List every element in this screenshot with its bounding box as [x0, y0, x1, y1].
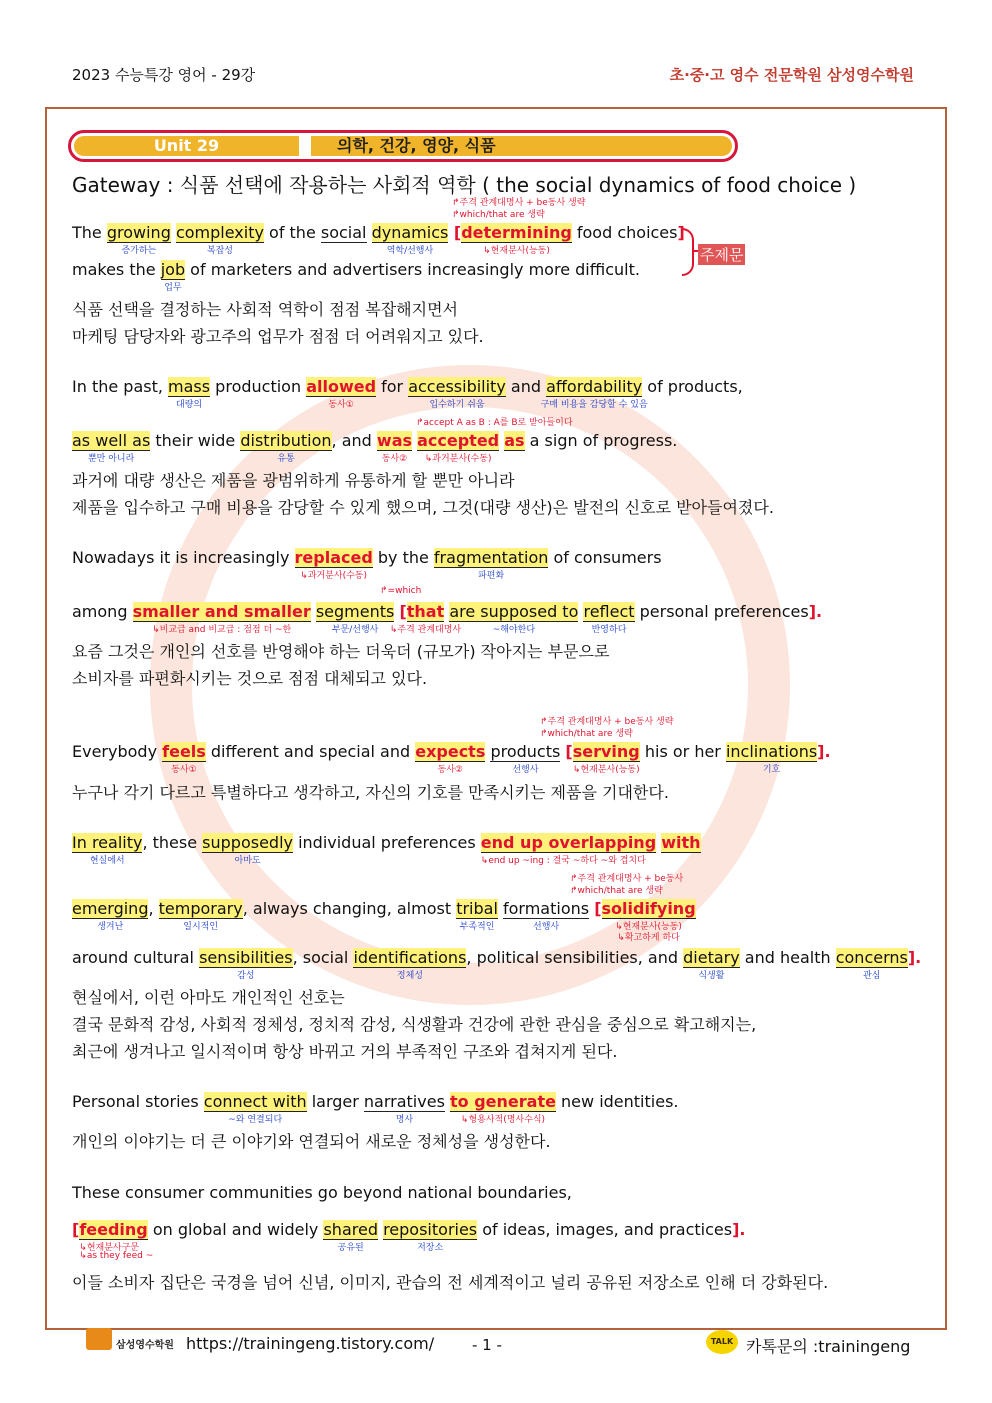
- unit-banner: [68, 130, 738, 162]
- word: shared 공유된: [323, 1220, 378, 1253]
- word: expects 동사②: [415, 742, 486, 775]
- unit-label: Unit 29: [74, 136, 299, 156]
- kakao-contact: 카톡문의 :trainingeng: [746, 1337, 911, 1356]
- word: that ↳주격 관계대명사: [389, 602, 462, 635]
- word: In reality 현실에서: [72, 833, 143, 866]
- word: allowed 동사①: [306, 377, 377, 410]
- word: sensibilities 감성: [199, 948, 293, 981]
- sentence-1: The growing 증가하는 complexity 복잡성 of the social dynamics 역학/선행사 [determining ↳현재분사(능동) food choices]: [72, 223, 685, 256]
- sentence-7: These consumer communities go beyond national boundaries,: [72, 1183, 572, 1202]
- word: fragmentation 파편화: [433, 548, 549, 581]
- sentence-3b: among smaller and smaller ↳비교급 and 비교급 : 점점 더 ~한 segments 부문/선행사 [that ↳주격 관계대명사 are supposed to ~해야한다 reflect 반영하다 personal preferences].: [72, 602, 823, 635]
- note: ↱=which: [380, 586, 422, 596]
- word: with: [661, 833, 701, 852]
- word: social: [320, 223, 367, 242]
- word: was 동사②: [376, 431, 413, 464]
- word: feels 동사①: [162, 742, 206, 775]
- word: job 업무: [160, 260, 186, 293]
- kr-line: 제품을 입수하고 구매 비용을 감당할 수 있게 했으며, 그것(대량 생산)은 발전의 신호로 받아들여졌다.: [72, 498, 774, 517]
- academy-logo-icon: [86, 1328, 112, 1350]
- sentence-5b: emerging 생겨난 , temporary 일시적인 , always changing, almost tribal 부족적인 formations 선행사 [solidifying ↳현재분사(능동) ↳확고하게 하다: [72, 899, 696, 943]
- kakaotalk-icon: TALK: [706, 1330, 738, 1354]
- word: formations 선행사: [503, 899, 590, 932]
- sentence-2b: as well as 뿐만 아니라 their wide distribution 유통 , and was 동사② accepted ↳과거분사(수동) as a sign of progress.: [72, 431, 678, 464]
- gateway-title: Gateway : 식품 선택에 작용하는 사회적 역학 ( the social dynamics of food choice ): [72, 173, 857, 197]
- word: concerns 관심: [835, 948, 908, 981]
- word: segments 부문/선행사: [315, 602, 395, 635]
- kr-line: 누구나 각기 다르고 특별하다고 생각하고, 자신의 기호를 만족시키는 제품을 기대한다.: [72, 783, 669, 802]
- word: smaller and smaller ↳비교급 and 비교급 : 점점 더 ~한: [132, 602, 311, 635]
- word: mass 대량의: [168, 377, 211, 410]
- page-number: - 1 -: [472, 1336, 502, 1354]
- kr-line: 현실에서, 이런 아마도 개인적인 선호는: [72, 988, 345, 1007]
- word: inclinations 기호: [725, 742, 818, 775]
- sentence-5: In reality 현실에서 , these supposedly 아마도 individual preferences end up overlapping ↳end up ~ing : 결국 ~하다 ~와 겹치다 with: [72, 833, 701, 866]
- kr-line: 결국 문화적 감성, 사회적 정체성, 정치적 감성, 식생활과 건강에 관한 관심을 중심으로 확고해지는,: [72, 1015, 757, 1034]
- sentence-1b: makes the job 업무 of marketers and advertisers increasingly more difficult.: [72, 260, 640, 293]
- note: ↱주격 관계대명사 + be동사: [570, 874, 684, 884]
- kr-line: 이들 소비자 집단은 국경을 넘어 신념, 이미지, 관습의 전 세계적이고 널리 공유된 저장소로 인해 더 강화된다.: [72, 1273, 829, 1292]
- kr-line: 개인의 이야기는 더 큰 이야기와 연결되어 새로운 정체성을 생성한다.: [72, 1132, 551, 1151]
- word: affordability 구매 비용을 감당할 수 있음: [540, 377, 648, 410]
- word: tribal 부족적인: [456, 899, 498, 932]
- word: dietary 식생활: [683, 948, 740, 981]
- word: products 선행사: [490, 742, 561, 775]
- kr-line: 과거에 대량 생산은 제품을 광범위하게 유통하게 할 뿐만 아니라: [72, 471, 515, 490]
- word: connect with ~와 연결되다: [203, 1092, 307, 1125]
- word: emerging 생겨난: [72, 899, 149, 932]
- word: end up overlapping ↳end up ~ing : 결국 ~하다 ~와 겹치다: [480, 833, 657, 866]
- note: ↱주격 관계대명사 + be동사 생략: [540, 717, 674, 727]
- word: replaced ↳과거분사(수동): [294, 548, 373, 581]
- word: to generate ↳형용사적(명사수식): [450, 1092, 556, 1125]
- sentence-3: Nowadays it is increasingly replaced ↳과거분사(수동) by the fragmentation 파편화 of consumers: [72, 548, 662, 581]
- word: as well as 뿐만 아니라: [72, 431, 151, 464]
- kr-line: 소비자를 파편화시키는 것으로 점점 대체되고 있다.: [72, 669, 428, 688]
- note: ↱which/that are 생략: [570, 886, 663, 896]
- word: determining ↳현재분사(능동): [461, 223, 572, 256]
- word: accepted ↳과거분사(수동): [417, 431, 500, 464]
- word: as: [504, 431, 525, 450]
- note: ↱which/that are 생략: [540, 729, 633, 739]
- word: dynamics 역학/선행사: [371, 223, 449, 256]
- word: narratives 명사: [363, 1092, 445, 1125]
- sentence-4: Everybody feels 동사① different and special and expects 동사② products 선행사 [serving ↳현재분사(능동) his or her inclinations 기호 ].: [72, 742, 831, 775]
- topic-brace: [682, 228, 694, 276]
- word: complexity 복잡성: [175, 223, 264, 256]
- word: identifications 정체성: [353, 948, 467, 981]
- header-right: 초·중·고 영수 전문학원 삼성영수학원: [669, 66, 914, 84]
- sentence-2: In the past, mass 대량의 production allowed 동사① for accessibility 입수하기 쉬움 and affordability 구매 비용을 감당할 수 있음 of products,: [72, 377, 743, 410]
- note: ↱주격 관계대명사 + be동사 생략: [452, 198, 586, 208]
- word: reflect 반영하다: [583, 602, 635, 635]
- sentence-5c: around cultural sensibilities 감성 , social identifications 정체성 , political sensibilities, and dietary 식생활 and health concerns 관심 ].: [72, 948, 922, 981]
- kr-line: 최근에 생겨나고 일시적이며 항상 바뀌고 거의 부족적인 구조와 겹쳐지게 된다.: [72, 1042, 618, 1061]
- topic-label: 주제문: [700, 246, 744, 264]
- unit-subject: 의학, 건강, 영양, 식품: [311, 136, 732, 156]
- word: solidifying ↳현재분사(능동) ↳확고하게 하다: [601, 899, 696, 943]
- header-left: 2023 수능특강 영어 - 29강: [72, 66, 256, 84]
- kr-line: 요즘 그것은 개인의 선호를 반영해야 하는 더욱더 (규모가) 작아지는 부문으로: [72, 642, 610, 661]
- word: distribution 유통: [240, 431, 332, 464]
- word: serving ↳현재분사(능동): [572, 742, 640, 775]
- kr-line: 식품 선택을 결정하는 사회적 역학이 점점 복잡해지면서: [72, 300, 459, 319]
- word: are supposed to ~해야한다: [449, 602, 579, 635]
- blog-url-link[interactable]: https://trainingeng.tistory.com/: [186, 1334, 435, 1353]
- word: temporary 일시적인: [158, 899, 243, 932]
- word: accessibility 입수하기 쉬움: [408, 377, 506, 410]
- note: ↱accept A as B : A를 B로 받아들이다: [416, 418, 573, 428]
- sentence-6: Personal stories connect with ~와 연결되다 larger narratives 명사 to generate ↳형용사적(명사수식) new identities.: [72, 1092, 679, 1125]
- note: ↱which/that are 생략: [452, 210, 545, 220]
- kr-line: 마케팅 담당자와 광고주의 업무가 점점 더 어려워지고 있다.: [72, 327, 484, 346]
- academy-logo-text: 삼성영수학원: [116, 1340, 174, 1351]
- word: repositories 저장소: [383, 1220, 478, 1253]
- word: growing 증가하는: [106, 223, 171, 256]
- word: feeding ↳현재분사구문 ↳as they feed ~: [79, 1220, 154, 1261]
- sentence-7b: [feeding ↳현재분사구문 ↳as they feed ~ on global and widely shared 공유된 repositories 저장소 of ideas, images, and practices].: [72, 1220, 746, 1261]
- word: supposedly 아마도: [202, 833, 293, 866]
